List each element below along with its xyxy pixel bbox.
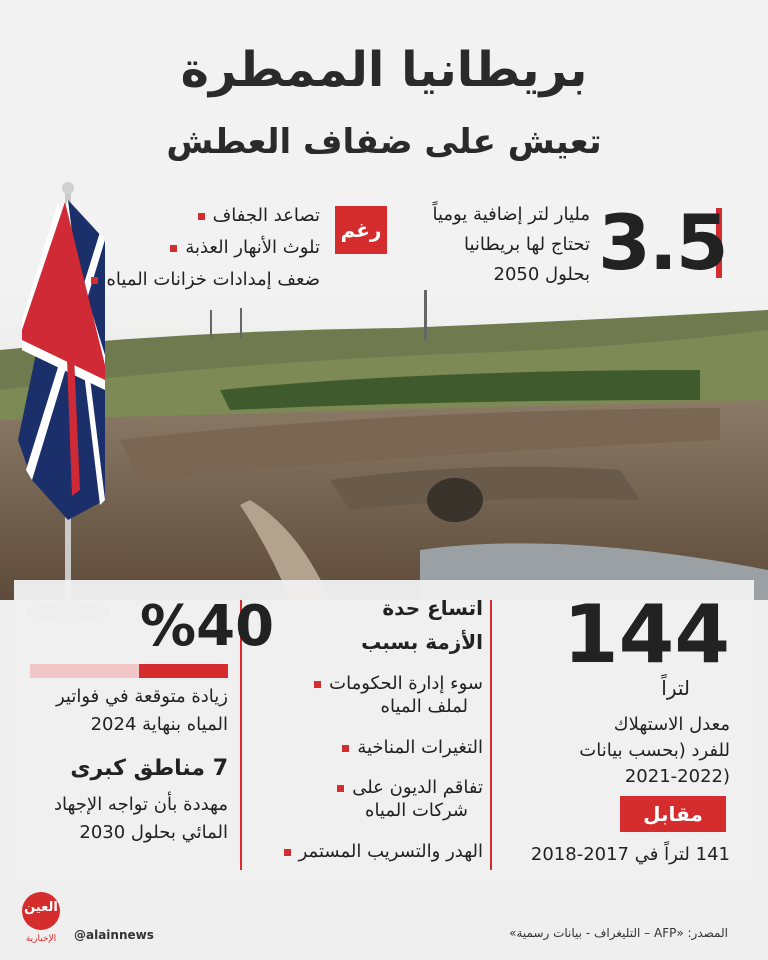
crisis-heading1: اتساع حدة <box>382 596 483 620</box>
top-stat-line3: بحلول 2050 <box>493 264 590 285</box>
consumption-desc3: 2021-2022) <box>624 766 730 787</box>
crisis-item: سوء إدارة الحكومات <box>314 670 483 698</box>
bills-line1: زيادة متوقعة في فواتير <box>56 686 228 707</box>
crisis-item: تفاقم الديون على <box>337 774 483 802</box>
bills-percent: %40 <box>140 594 275 659</box>
consumption-unit: لتراً <box>661 676 690 700</box>
top-stat-line1: مليار لتر إضافية يومياً <box>432 204 590 225</box>
footer <box>0 880 768 960</box>
consumption-desc1: معدل الاستهلاك <box>613 714 730 735</box>
social-handle: @alainnews <box>74 928 154 942</box>
crisis-item: الهدر والتسريب المستمر <box>284 838 483 866</box>
top-stat-line2: تحتاج لها بريطانيا <box>464 234 590 255</box>
bills-progress-track <box>30 664 228 678</box>
crisis-item-cont: شركات المياه <box>365 800 468 821</box>
versus-badge: مقابل <box>620 796 726 832</box>
consumption-number: 144 <box>563 588 730 681</box>
regions-line1: مهددة بأن تواجه الإجهاد <box>54 794 228 815</box>
logo-sub: الإخبارية <box>25 934 57 944</box>
bills-progress-fill <box>139 664 228 678</box>
crisis-heading2: الأزمة بسبب <box>361 630 483 654</box>
despite-tag: رغم <box>335 206 387 254</box>
crisis-item: التغيرات المناخية <box>342 734 483 762</box>
column-divider <box>490 600 492 870</box>
consumption-desc2: للفرد (بحسب بيانات <box>579 740 730 761</box>
top-stat-number: 3.5 <box>598 198 727 287</box>
source-text: المصدر: «AFP – التليغراف - بيانات رسمية» <box>509 926 728 940</box>
crisis-item-cont: لملف المياه <box>380 696 468 717</box>
despite-list <box>70 200 320 296</box>
logo-text: العين <box>24 900 58 915</box>
despite-item: تصاعد الجفاف <box>70 200 320 232</box>
alain-logo <box>20 890 62 944</box>
regions-line2: المائي بحلول 2030 <box>79 822 228 843</box>
regions-heading: 7 مناطق كبرى <box>70 756 228 781</box>
sub-title: تعيش على ضفاف العطش <box>166 122 602 162</box>
previous-consumption: 141 لتراً في 2017-2018 <box>530 844 730 865</box>
despite-item: ضعف إمدادات خزانات المياه <box>70 264 320 296</box>
despite-item: تلوث الأنهار العذبة <box>70 232 320 264</box>
main-title: بريطانيا الممطرة <box>180 42 588 98</box>
bills-line2: المياه بنهاية 2024 <box>90 714 228 735</box>
